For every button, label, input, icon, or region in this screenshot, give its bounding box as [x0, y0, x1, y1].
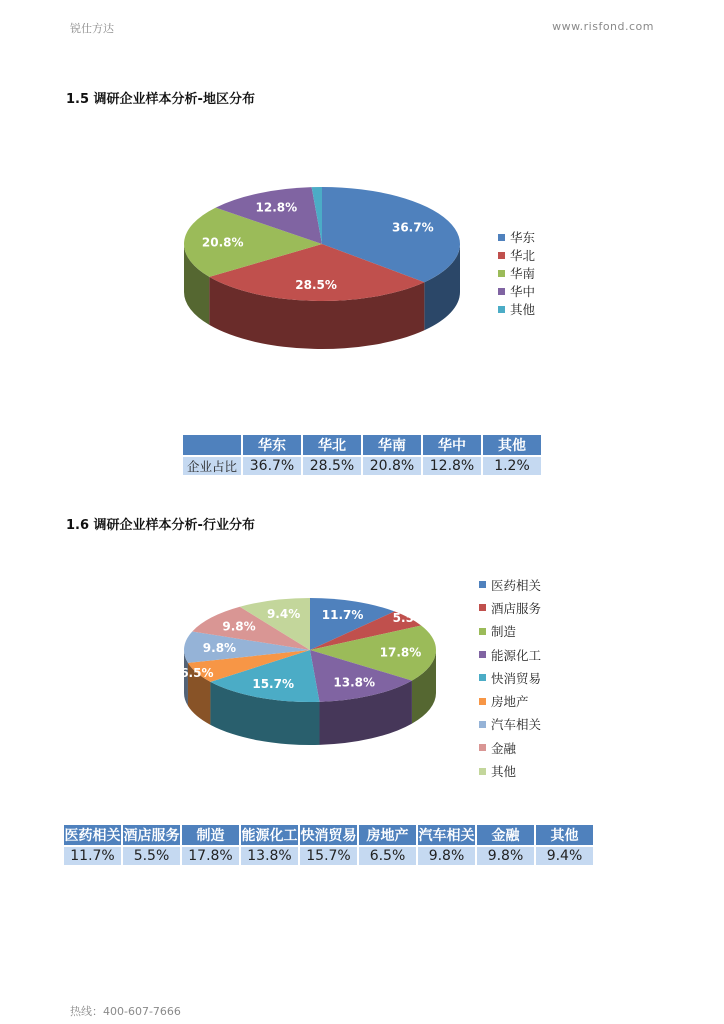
region-table-row-label: 企业占比 [183, 457, 241, 475]
industry-table-header-7: 金融 [477, 825, 534, 845]
industry-table-header-6: 汽车相关 [418, 825, 475, 845]
industry-legend-label-6: 汽车相关 [491, 717, 542, 733]
industry-legend-label-7: 金融 [491, 740, 517, 756]
industry-legend-swatch-8 [479, 768, 486, 775]
region-table-cell-3: 12.8% [423, 457, 481, 475]
industry-data-label-3: 13.8% [333, 675, 376, 690]
industry-legend-item-3 [479, 643, 541, 666]
industry-data-label-0: 11.7% [321, 608, 364, 623]
industry-table-header-3: 能源化工 [241, 825, 298, 845]
region-legend-item-0 [498, 228, 535, 246]
region-legend-item-1 [498, 246, 535, 264]
region-legend-item-3 [498, 282, 535, 300]
region-legend-swatch-1 [498, 252, 505, 259]
industry-data-label-6: 9.8% [202, 640, 237, 655]
region-table-header-4: 其他 [483, 435, 541, 455]
industry-legend-swatch-3 [479, 651, 486, 658]
industry-table-header-0: 医药相关 [64, 825, 121, 845]
industry-table-cell-7: 9.8% [477, 847, 534, 865]
industry-table-header-2: 制造 [182, 825, 239, 845]
industry-table-cell-1: 5.5% [123, 847, 180, 865]
industry-legend-swatch-5 [479, 698, 486, 705]
industry-table-cell-5: 6.5% [359, 847, 416, 865]
industry-data-label-8: 9.4% [266, 607, 301, 622]
industry-legend-item-7 [479, 736, 541, 759]
region-data-label-2: 20.8% [201, 235, 244, 250]
region-table [181, 433, 543, 477]
region-legend-swatch-3 [498, 288, 505, 295]
industry-legend-label-3: 能源化工 [491, 647, 542, 663]
industry-legend-swatch-4 [479, 674, 486, 681]
header-website: www.risfond.com [552, 20, 654, 33]
region-legend-swatch-4 [498, 306, 505, 313]
region-legend-label-1: 华北 [510, 248, 536, 263]
industry-table-cell-0: 11.7% [64, 847, 121, 865]
industry-table [62, 823, 595, 867]
industry-table-header-5: 房地产 [359, 825, 416, 845]
footer-hotline: 热线：400-607-7666 [70, 1005, 181, 1018]
region-legend-swatch-0 [498, 234, 505, 241]
region-data-label-0: 36.7% [391, 220, 434, 235]
industry-data-label-2: 17.8% [379, 645, 422, 660]
industry-pie-legend [479, 573, 541, 783]
region-table-header-0: 华东 [243, 435, 301, 455]
region-legend-label-0: 华东 [510, 230, 536, 245]
industry-legend-swatch-1 [479, 604, 486, 611]
industry-legend-swatch-6 [479, 721, 486, 728]
industry-legend-item-5 [479, 689, 541, 712]
region-data-label-1: 28.5% [295, 277, 337, 292]
section-title-industry: 1.6 调研企业样本分析-行业分布 [66, 518, 255, 533]
industry-legend-item-6 [479, 713, 541, 736]
region-legend-label-3: 华中 [510, 284, 536, 299]
region-table-cell-0: 36.7% [243, 457, 301, 475]
region-legend-label-2: 华南 [510, 266, 536, 281]
industry-legend-label-0: 医药相关 [491, 577, 542, 593]
industry-data-label-4: 15.7% [252, 677, 295, 692]
industry-table-header-8: 其他 [536, 825, 593, 845]
region-table-cell-4: 1.2% [483, 457, 541, 475]
region-table-cell-1: 28.5% [303, 457, 361, 475]
region-pie-legend [498, 228, 535, 318]
industry-legend-label-8: 其他 [491, 764, 517, 780]
region-legend-item-2 [498, 264, 535, 282]
region-table-corner [183, 435, 241, 455]
industry-legend-item-0 [479, 573, 541, 596]
industry-data-label-7: 9.8% [222, 619, 256, 634]
industry-data-label-1: 5.5% [392, 610, 426, 625]
region-pie-chart [0, 0, 724, 400]
region-table-header-1: 华北 [303, 435, 361, 455]
industry-legend-item-8 [479, 759, 541, 782]
industry-legend-label-2: 制造 [491, 624, 517, 640]
industry-table-cell-6: 9.8% [418, 847, 475, 865]
header-brand: 锐仕方达 [70, 22, 114, 35]
industry-table-cell-4: 15.7% [300, 847, 357, 865]
industry-legend-item-1 [479, 596, 541, 619]
industry-table-header-1: 酒店服务 [123, 825, 180, 845]
industry-legend-label-5: 房地产 [491, 694, 529, 710]
region-table-header-2: 华南 [363, 435, 421, 455]
region-table-header-3: 华中 [423, 435, 481, 455]
industry-legend-swatch-2 [479, 628, 486, 635]
industry-legend-item-4 [479, 666, 541, 689]
industry-data-label-5: 6.5% [180, 665, 214, 680]
industry-legend-label-4: 快消贸易 [491, 670, 542, 686]
section-title-region: 1.5 调研企业样本分析-地区分布 [66, 92, 255, 107]
industry-table-cell-8: 9.4% [536, 847, 593, 865]
industry-table-cell-2: 17.8% [182, 847, 239, 865]
region-legend-label-4: 其他 [510, 302, 536, 317]
region-table-cell-2: 20.8% [363, 457, 421, 475]
industry-table-header-4: 快消贸易 [300, 825, 357, 845]
industry-table-cell-3: 13.8% [241, 847, 298, 865]
industry-legend-swatch-7 [479, 744, 486, 751]
industry-legend-swatch-0 [479, 581, 486, 588]
industry-pie-chart [0, 570, 724, 790]
region-legend-item-4 [498, 300, 535, 318]
industry-legend-label-1: 酒店服务 [491, 600, 542, 616]
region-data-label-3: 12.8% [255, 200, 298, 215]
region-legend-swatch-2 [498, 270, 505, 277]
industry-legend-item-2 [479, 620, 541, 643]
